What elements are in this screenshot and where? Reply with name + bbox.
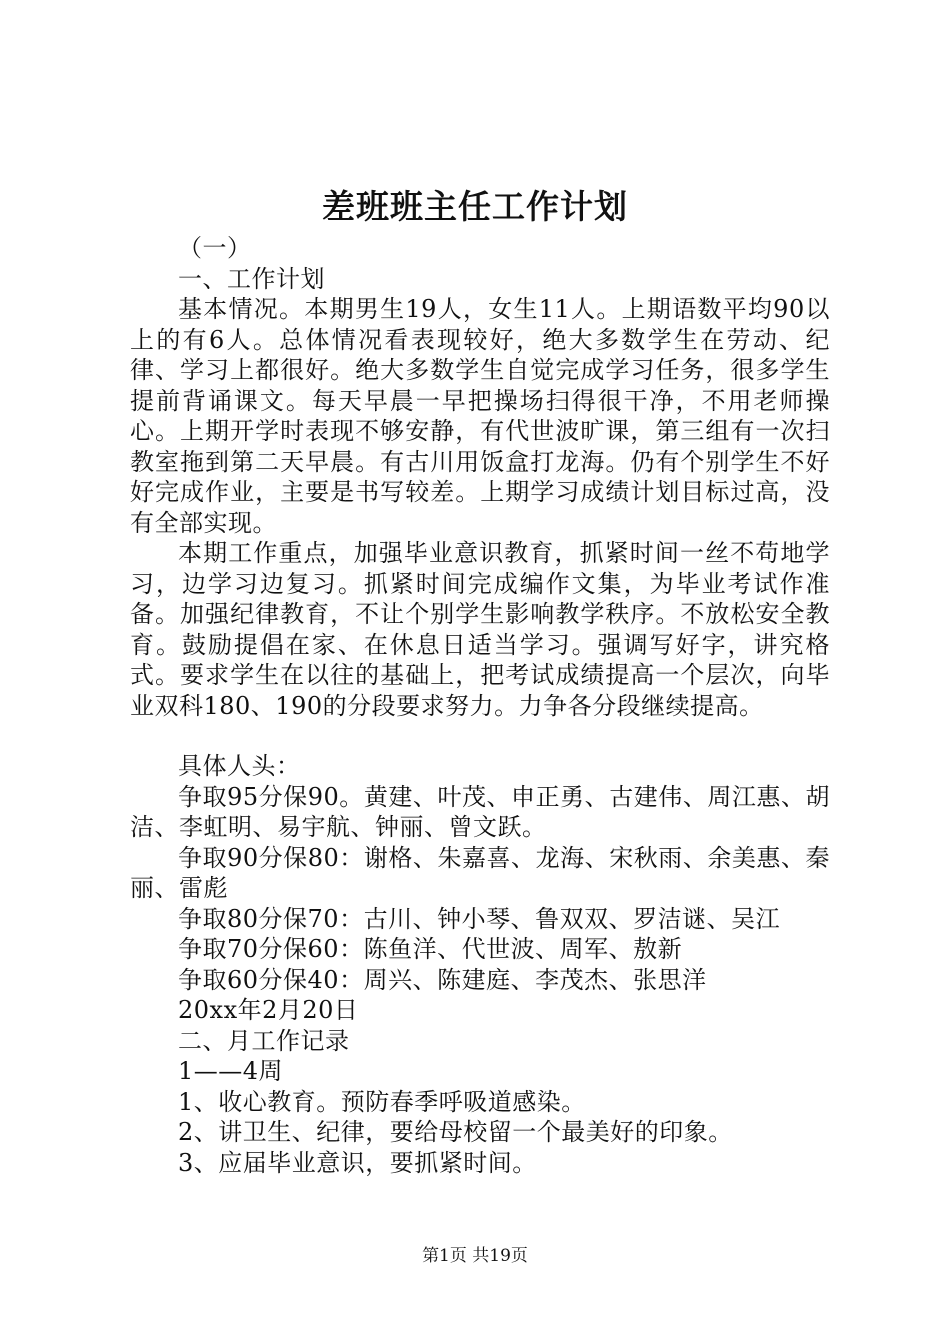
record-item-1: 1、收心教育。预防春季呼吸道感染。 xyxy=(178,1087,586,1116)
target-line-80: 争取80分保70：古川、钟小琴、鲁双双、罗洁谜、吴江 xyxy=(178,904,781,933)
target-line-60: 争取60分保40：周兴、陈建庭、李茂杰、张思洋 xyxy=(178,965,707,994)
record-item-3: 3、应届毕业意识，要抓紧时间。 xyxy=(178,1148,537,1177)
paragraph-work-focus: 本期工作重点，加强毕业意识教育，抓紧时间一丝不苟地学习，边学习边复习。抓紧时间完成编作文集，为毕业考试作准备。加强纪律教育，不让个别学生影响教学秩序。不放松安全教育。鼓励提倡在家、在休息日适当学习。强调写好字，讲究格式。要求学生在以往的基础上，把考试成绩提高一个层次，向毕业双科180、190的分段要求努力。力争各分段继续提高。 xyxy=(130,539,830,720)
target-line-70: 争取70分保60：陈鱼洋、代世波、周军、敖新 xyxy=(178,935,683,963)
target-line-95: 争取95分保90。黄建、叶茂、申正勇、古建伟、周江惠、胡洁、李虹明、易宇航、钟丽、曾文跃。 xyxy=(130,782,830,841)
targets-label: 具体人头： xyxy=(178,752,301,780)
plan-date: 20xx年2月20日 xyxy=(178,996,359,1024)
record-item-2: 2、讲卫生、纪律，要给母校留一个最美好的印象。 xyxy=(178,1118,733,1146)
page-footer: 第1页 共19页 xyxy=(422,1246,528,1266)
section-mark: （一） xyxy=(178,234,252,262)
paragraph-basic-situation: 基本情况。本期男生19人，女生11人。上期语数平均90以上的有6人。总体情况看表现较好，绝大多数学生在劳动、纪律、学习上都很好。绝大多数学生自觉完成学习任务，很多学生提前背诵课文。每天早晨一早把操场扫得很干净，不用老师操心。上期开学时表现不够安静，有代世波旷课，第三组有一次扫教室拖到第二天早晨。有古川用饭盒打龙海。仍有个别学生不好好完成作业，主要是书写较差。上期学习成绩计划目标过高，没有全部实现。 xyxy=(130,295,830,537)
week-range: 1——4周 xyxy=(178,1057,284,1085)
heading-work-plan: 一、工作计划 xyxy=(178,264,325,293)
document-body xyxy=(130,233,830,1178)
paragraph-gap xyxy=(130,721,830,751)
heading-monthly-record: 二、月工作记录 xyxy=(178,1026,350,1055)
target-line-90: 争取90分保80：谢格、朱嘉喜、龙海、宋秋雨、余美惠、秦丽、雷彪 xyxy=(130,843,830,902)
document-title: 差班班主任工作计划 xyxy=(322,187,628,226)
